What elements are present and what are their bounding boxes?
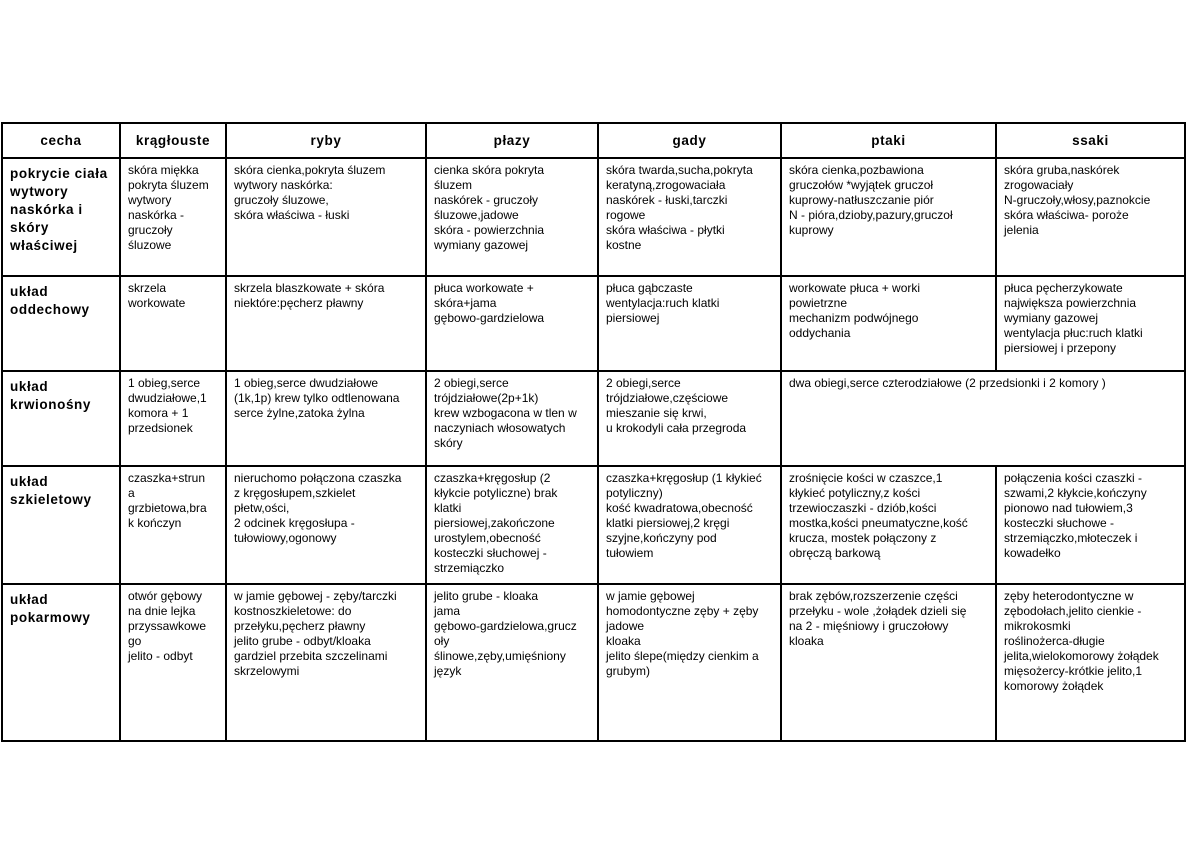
- header-plazy: płazy: [426, 123, 598, 158]
- table-cell: płuca gąbczaste wentylacja:ruch klatki piersiowej: [598, 276, 781, 371]
- header-kraglouste: krągłouste: [120, 123, 226, 158]
- table-row: [2, 371, 1185, 466]
- table-cell: skóra twarda,sucha,pokryta keratyną,zrogowaciała naskórek - łuski,tarczki rogowe skóra właściwa - płytki kostne: [598, 158, 781, 276]
- row-label: układ krwionośny: [2, 371, 120, 466]
- table-cell: zrośnięcie kości w czaszce,1 kłykieć potyliczny,z kości trzewioczaszki - dziób,kości mostka,kości pneumatyczne,kość krucza, mostek połączony z obręczą barkową: [781, 466, 996, 584]
- table-cell: 2 obiegi,serce trójdziałowe(2p+1k) krew wzbogacona w tlen w naczyniach włosowatych skóry: [426, 371, 598, 466]
- row-label: układ pokarmowy: [2, 584, 120, 741]
- table-cell: płuca workowate + skóra+jama gębowo-gardzielowa: [426, 276, 598, 371]
- table-cell: skóra cienka,pokryta śluzem wytwory naskórka: gruczoły śluzowe, skóra właściwa - łuski: [226, 158, 426, 276]
- table-cell: skóra gruba,naskórek zrogowaciały N-gruczoły,włosy,paznokcie skóra właściwa- poroże jelenia: [996, 158, 1185, 276]
- table-cell: czaszka+strun a grzbietowa,bra k kończyn: [120, 466, 226, 584]
- table-cell: 1 obieg,serce dwudziałowe (1k,1p) krew tylko odtlenowana serce żylne,zatoka żylna: [226, 371, 426, 466]
- merged-cell: dwa obiegi,serce czterodziałowe (2 przedsionki i 2 komory ): [781, 371, 1185, 466]
- header-ryby: ryby: [226, 123, 426, 158]
- table-cell: skóra cienka,pozbawiona gruczołów *wyjątek gruczoł kuprowy-natłuszczanie piór N - pióra,dzioby,pazury,gruczoł kuprowy: [781, 158, 996, 276]
- header-ssaki: ssaki: [996, 123, 1185, 158]
- header-row: [2, 123, 1185, 158]
- header-gady: gady: [598, 123, 781, 158]
- row-label: układ szkieletowy: [2, 466, 120, 584]
- table-cell: nieruchomo połączona czaszka z kręgosłupem,szkielet płetw,ości, 2 odcinek kręgosłupa - tułowiowy,ogonowy: [226, 466, 426, 584]
- table-row: [2, 466, 1185, 584]
- comparison-table: [1, 122, 1186, 742]
- row-label: układ oddechowy: [2, 276, 120, 371]
- table-cell: skrzela blaszkowate + skóra niektóre:pęcherz pławny: [226, 276, 426, 371]
- table-cell: połączenia kości czaszki - szwami,2 kłykcie,kończyny pionowo nad tułowiem,3 kosteczki słuchowe - strzemiączko,młoteczek i kowadełko: [996, 466, 1185, 584]
- table-row: [2, 276, 1185, 371]
- table-cell: w jamie gębowej - zęby/tarczki kostnoszkieletowe: do przełyku,pęcherz pławny jelito grube - odbyt/kloaka gardziel przebita szczelinami skrzelowymi: [226, 584, 426, 741]
- table-cell: 1 obieg,serce dwudziałowe,1 komora + 1 przedsionek: [120, 371, 226, 466]
- table-cell: zęby heterodontyczne w zębodołach,jelito cienkie - mikrokosmki roślinożerca-długie jelita,wielokomorowy żołądek mięsożercy-krótkie jelito,1 komorowy żołądek: [996, 584, 1185, 741]
- table-cell: czaszka+kręgosłup (1 kłykieć potyliczny) kość kwadratowa,obecność klatki piersiowej,2 kręgi szyjne,kończyny pod tułowiem: [598, 466, 781, 584]
- header-cecha: cecha: [2, 123, 120, 158]
- table-cell: skrzela workowate: [120, 276, 226, 371]
- table-cell: workowate płuca + worki powietrzne mechanizm podwójnego oddychania: [781, 276, 996, 371]
- header-ptaki: ptaki: [781, 123, 996, 158]
- table-cell: czaszka+kręgosłup (2 kłykcie potyliczne) brak klatki piersiowej,zakończone urostylem,obecność kosteczki słuchowej - strzemiączko: [426, 466, 598, 584]
- table-cell: otwór gębowy na dnie lejka przyssawkowe go jelito - odbyt: [120, 584, 226, 741]
- table-cell: płuca pęcherzykowate największa powierzchnia wymiany gazowej wentylacja płuc:ruch klatki piersiowej i przepony: [996, 276, 1185, 371]
- table-cell: skóra miękka pokryta śluzem wytwory naskórka - gruczoły śluzowe: [120, 158, 226, 276]
- row-label: pokrycie ciała wytwory naskórka i skóry właściwej: [2, 158, 120, 276]
- table-cell: w jamie gębowej homodontyczne zęby + zęby jadowe kloaka jelito ślepe(między cienkim a grubym): [598, 584, 781, 741]
- table-cell: jelito grube - kloaka jama gębowo-gardzielowa,grucz oły ślinowe,zęby,umięśniony język: [426, 584, 598, 741]
- table-row: [2, 584, 1185, 741]
- table-cell: brak zębów,rozszerzenie części przełyku - wole ,żołądek dzieli się na 2 - mięśniowy i gruczołowy kloaka: [781, 584, 996, 741]
- table-row: [2, 158, 1185, 276]
- table-cell: 2 obiegi,serce trójdziałowe,częściowe mieszanie się krwi, u krokodyli cała przegroda: [598, 371, 781, 466]
- table-cell: cienka skóra pokryta śluzem naskórek - gruczoły śluzowe,jadowe skóra - powierzchnia wymiany gazowej: [426, 158, 598, 276]
